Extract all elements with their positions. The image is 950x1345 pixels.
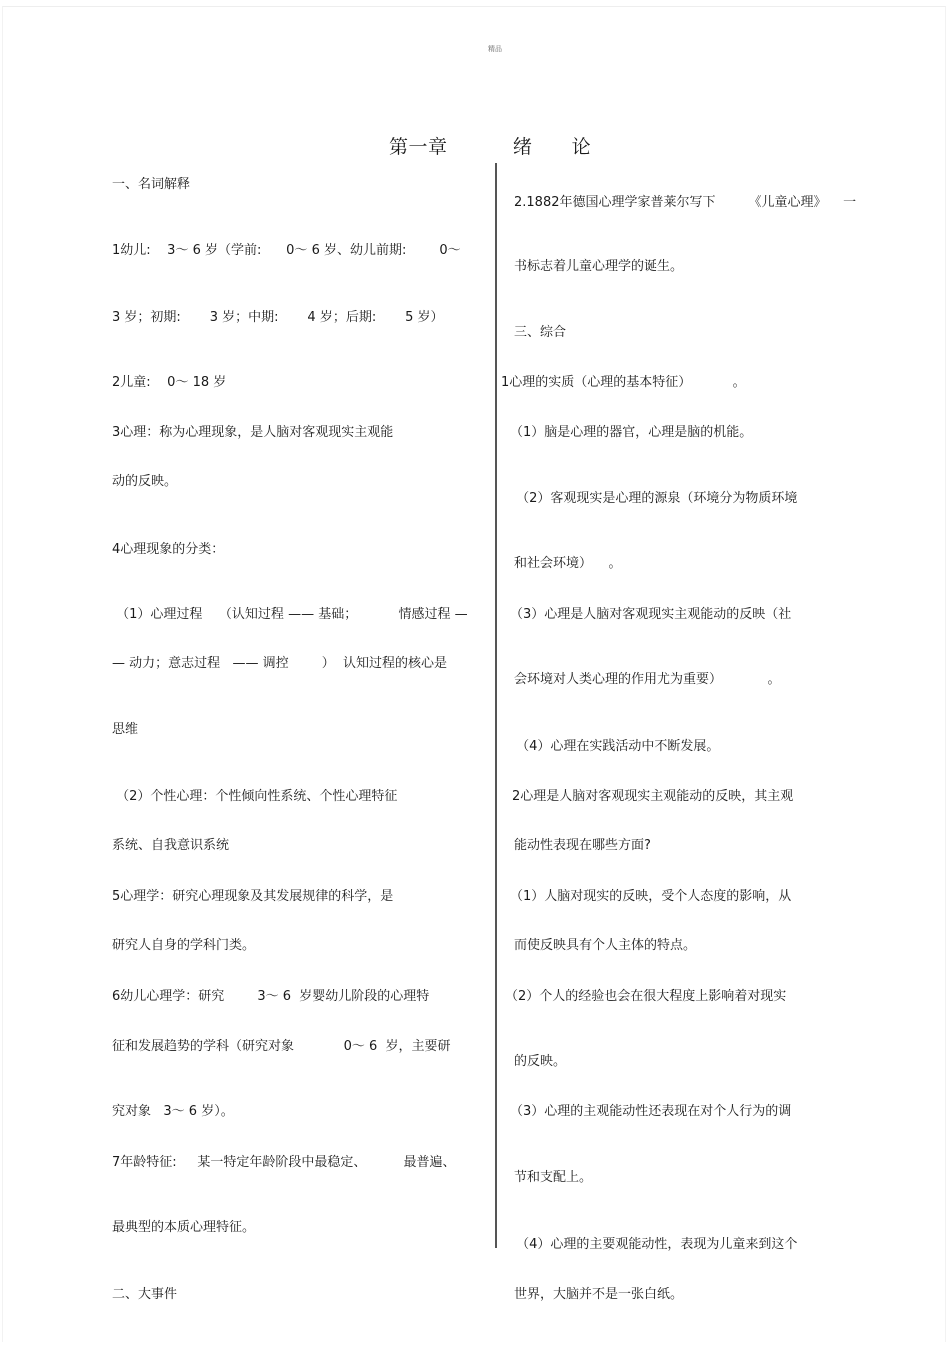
right-line: 而使反映具有个人主体的特点。 <box>514 938 697 953</box>
right-line: 会环境对人类心理的作用尤为重要） 。 <box>514 672 781 687</box>
section-heading-definitions: 一、名词解释 <box>112 177 191 192</box>
left-line: 2儿童: 0～ 18 岁 <box>112 375 227 390</box>
left-line: 最典型的本质心理特征。 <box>112 1220 256 1235</box>
right-line: （3）心理的主观能动性还表现在对个人行为的调 <box>510 1104 792 1119</box>
left-line: 3心理：称为心理现象，是人脑对客观现实主观能 <box>112 425 394 440</box>
column-divider <box>495 163 497 1248</box>
right-line: 1心理的实质（心理的基本特征） 。 <box>501 375 746 390</box>
left-line: — 动力；意志过程 —— 调控 ） 认知过程的核心是 <box>112 656 447 671</box>
section-heading-events: 二、大事件 <box>112 1287 178 1302</box>
right-line: 书标志着儿童心理学的诞生。 <box>514 259 684 274</box>
right-line: 2.1882年德国心理学家普莱尔写下 《儿童心理》 一 <box>514 195 857 210</box>
left-line: 征和发展趋势的学科（研究对象 0～ 6 岁，主要研 <box>112 1039 451 1054</box>
left-line: 6幼儿心理学：研究 3～ 6 岁婴幼儿阶段的心理特 <box>112 989 430 1004</box>
left-line: 3 岁；初期: 3 岁；中期: 4 岁；后期: 5 岁） <box>112 310 444 325</box>
left-line: 7年龄特征: 某一特定年龄阶段中最稳定、 最普遍、 <box>112 1155 456 1170</box>
left-line: 究对象 3～ 6 岁）。 <box>112 1104 234 1119</box>
right-line: 2心理是人脑对客观现实主观能动的反映，其主观 <box>512 789 794 804</box>
right-line: （1）人脑对现实的反映，受个人态度的影响，从 <box>510 889 792 904</box>
left-line: 系统、自我意识系统 <box>112 838 230 853</box>
right-line: （3）心理是人脑对客观现实主观能动的反映（社 <box>510 607 792 622</box>
left-line: 动的反映。 <box>112 474 178 489</box>
section-heading-synthesis: 三、综合 <box>514 325 567 340</box>
left-line: （1）心理过程 （认知过程 —— 基础； 情感过程 — <box>112 607 468 622</box>
header-mark: 精品 <box>488 45 502 53</box>
right-line: 能动性表现在哪些方面? <box>514 838 651 853</box>
left-line: 5心理学：研究心理现象及其发展规律的科学，是 <box>112 889 394 904</box>
left-line: 4心理现象的分类： <box>112 542 225 557</box>
right-line: 世界，大脑并不是一张白纸。 <box>514 1287 684 1302</box>
right-line: （2）客观现实是心理的源泉（环境分为物质环境 <box>512 491 798 506</box>
right-line: （2）个人的经验也会在很大程度上影响着对现实 <box>505 989 787 1004</box>
right-line: 节和支配上。 <box>514 1170 593 1185</box>
right-line: 的反映。 <box>514 1054 567 1069</box>
left-line: 思维 <box>112 722 139 737</box>
left-line: 研究人自身的学科门类。 <box>112 938 256 953</box>
right-line: 和社会环境） 。 <box>514 556 622 571</box>
left-line: （2）个性心理：个性倾向性系统、个性心理特征 <box>112 789 398 804</box>
right-line: （4）心理的主要观能动性，表现为儿童来到这个 <box>512 1237 798 1252</box>
right-line: （1）脑是心理的器官，心理是脑的机能。 <box>510 425 753 440</box>
chapter-title: 第一章 绪 论 <box>389 136 592 158</box>
left-line: 1幼儿: 3～ 6 岁（学前: 0～ 6 岁、幼儿前期: 0～ <box>112 243 461 258</box>
right-line: （4）心理在实践活动中不断发展。 <box>512 739 720 754</box>
